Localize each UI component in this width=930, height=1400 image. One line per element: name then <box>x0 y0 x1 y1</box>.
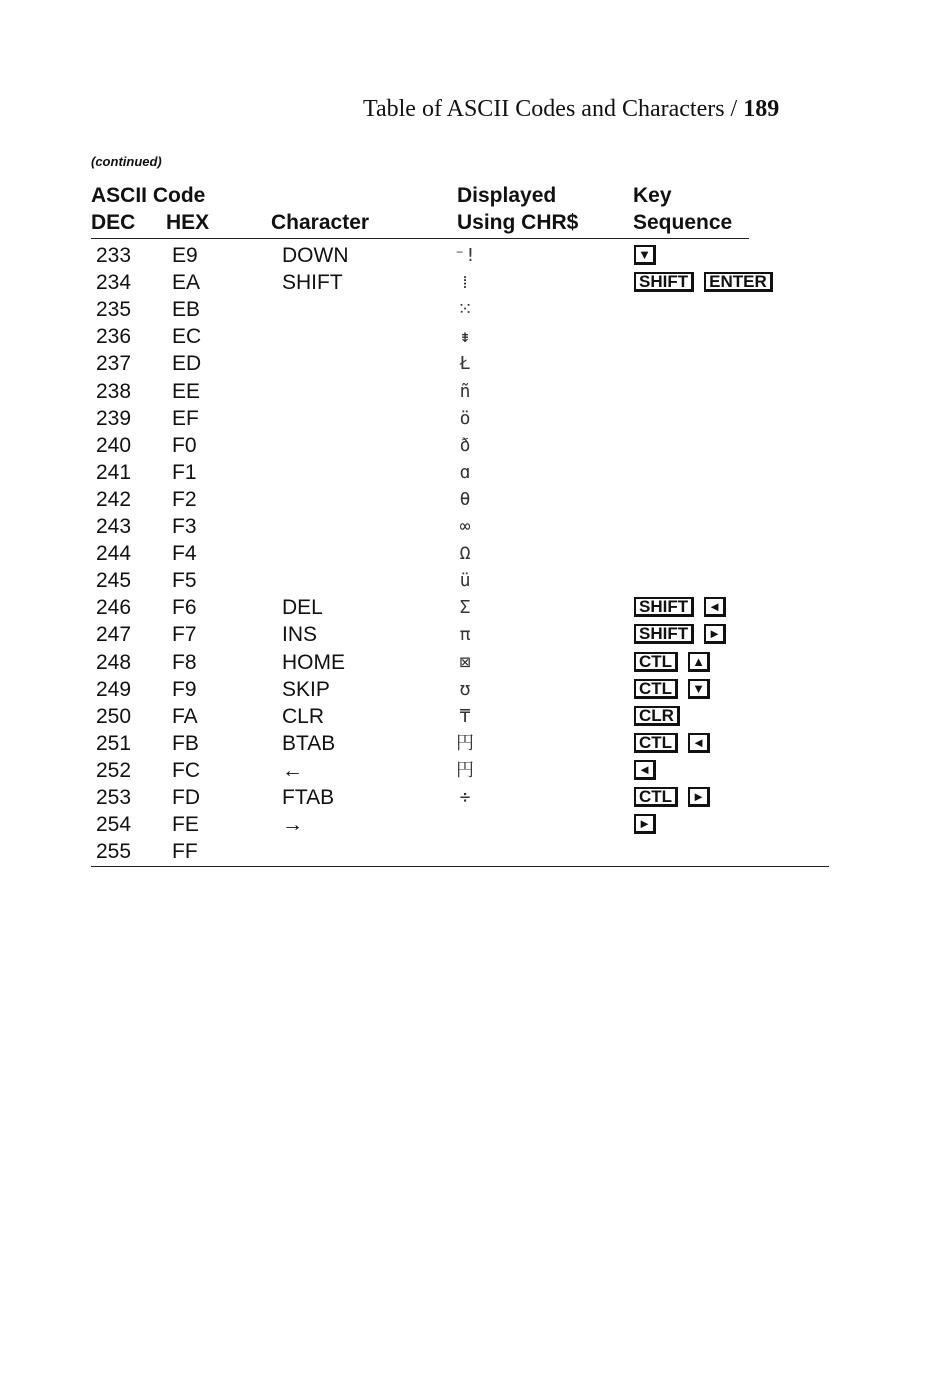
displayed-glyph: ÷ <box>459 787 471 808</box>
table-row <box>0 676 930 703</box>
displayed-glyph: ∞ <box>459 516 471 537</box>
arrow-key-icon: ▼ <box>634 245 656 265</box>
displayed-glyph: ₸ <box>459 705 471 727</box>
key-sequence <box>634 597 726 617</box>
table-row <box>0 621 930 648</box>
running-title: Table of ASCII Codes and Characters / <box>363 96 738 122</box>
hex-value: EB <box>172 298 201 322</box>
dec-value: 244 <box>96 542 132 566</box>
character-name: SHIFT <box>282 271 343 295</box>
displayed-glyph: θ <box>459 488 471 510</box>
arrow-key-icon: ► <box>688 787 710 807</box>
key-sequence <box>634 679 710 699</box>
hex-value: EE <box>172 379 201 403</box>
hex-value: F5 <box>172 569 197 593</box>
character-name: DEL <box>282 596 323 620</box>
character-name: SKIP <box>282 677 330 701</box>
displayed-glyph: 円 <box>456 759 474 781</box>
displayed-glyph: ð <box>459 434 471 456</box>
key-sequence <box>634 814 656 834</box>
character-name: HOME <box>282 650 345 674</box>
keycap: CTL <box>634 679 678 699</box>
hex-value: ED <box>172 352 202 376</box>
key-sequence <box>634 652 710 672</box>
dec-value: 236 <box>96 325 132 349</box>
table-row <box>0 513 930 540</box>
header-rule <box>91 238 749 239</box>
keycap: CTL <box>634 652 678 672</box>
arrow-key-icon: ◄ <box>704 597 726 617</box>
dec-value: 235 <box>96 298 132 322</box>
header-hex: HEX <box>166 211 210 234</box>
dec-value: 251 <box>96 731 132 755</box>
table-row <box>0 378 930 405</box>
table-row <box>0 296 930 323</box>
keycap: CTL <box>634 787 678 807</box>
keycap: CLR <box>634 706 680 726</box>
displayed-glyph: Σ <box>459 597 471 619</box>
keycap: SHIFT <box>634 272 694 292</box>
key-sequence <box>634 245 656 265</box>
table-row <box>0 432 930 459</box>
hex-value: F1 <box>172 460 197 484</box>
displayed-glyph: π <box>459 624 471 646</box>
dec-value: 245 <box>96 569 132 593</box>
hex-value: EF <box>172 406 199 430</box>
header-sequence: Sequence <box>633 211 733 234</box>
dec-value: 254 <box>96 813 132 837</box>
hex-value: F9 <box>172 677 197 701</box>
continued-label: (continued) <box>91 154 162 169</box>
key-sequence <box>634 624 726 644</box>
character-name: BTAB <box>282 731 336 755</box>
displayed-glyph: ⁞ <box>462 272 468 294</box>
displayed-glyph: ɑ <box>459 461 471 483</box>
displayed-glyph: ñ <box>459 380 471 402</box>
hex-value: EC <box>172 325 202 349</box>
table-row <box>0 703 930 730</box>
dec-value: 237 <box>96 352 132 376</box>
table-row <box>0 350 930 377</box>
arrow-key-icon: ◄ <box>688 733 710 753</box>
header-character: Character <box>271 211 370 234</box>
header-using-chr: Using CHR$ <box>457 211 579 234</box>
key-sequence <box>634 787 710 807</box>
hex-value: F7 <box>172 623 197 647</box>
character-name: ← <box>282 758 303 782</box>
dec-value: 249 <box>96 677 132 701</box>
hex-value: F0 <box>172 433 197 457</box>
header-dec: DEC <box>91 211 136 234</box>
character-name: INS <box>282 623 318 647</box>
hex-value: FC <box>172 758 200 782</box>
character-name: DOWN <box>282 244 349 267</box>
table-row <box>0 323 930 350</box>
dec-value: 243 <box>96 515 132 538</box>
dec-value: 241 <box>96 460 132 484</box>
hex-value: FE <box>172 813 199 837</box>
hex-value: EA <box>172 271 201 295</box>
arrow-key-icon: ► <box>704 624 726 644</box>
table-row <box>0 242 930 269</box>
dec-value: 250 <box>96 704 132 728</box>
running-head <box>363 96 833 123</box>
displayed-glyph: Ł <box>459 353 471 375</box>
hex-value: E9 <box>172 244 198 267</box>
displayed-glyph: ⇟ <box>459 326 471 348</box>
character-name: FTAB <box>282 786 335 809</box>
character-name: → <box>282 813 303 837</box>
keycap: ENTER <box>704 272 773 292</box>
table-row <box>0 649 930 676</box>
hex-value: F8 <box>172 650 197 674</box>
dec-value: 255 <box>96 840 132 864</box>
dec-value: 233 <box>96 244 132 267</box>
table-bottom-rule <box>91 866 829 867</box>
displayed-glyph: ⁙ <box>457 299 473 321</box>
dec-value: 239 <box>96 406 132 430</box>
table-row <box>0 811 930 838</box>
hex-value: FF <box>172 840 198 864</box>
displayed-glyph: ʊ <box>459 678 471 700</box>
table-row <box>0 838 930 865</box>
header-displayed: Displayed <box>457 184 557 207</box>
displayed-glyph: Ω <box>459 543 471 565</box>
key-sequence <box>634 272 773 292</box>
table-row <box>0 567 930 594</box>
dec-value: 246 <box>96 596 132 620</box>
hex-value: FA <box>172 704 198 728</box>
character-name: CLR <box>282 704 325 728</box>
table-row <box>0 784 930 811</box>
table-row <box>0 594 930 621</box>
table-row <box>0 757 930 784</box>
dec-value: 253 <box>96 786 132 809</box>
hex-value: FB <box>172 731 199 755</box>
arrow-key-icon: ▲ <box>688 652 710 672</box>
header-ascii-code: ASCII Code <box>91 184 206 207</box>
displayed-glyph: ö <box>459 407 471 429</box>
key-sequence <box>634 733 710 753</box>
displayed-glyph: 円 <box>456 732 474 754</box>
dec-value: 248 <box>96 650 132 674</box>
page-number: 189 <box>743 96 780 122</box>
hex-value: F3 <box>172 515 197 538</box>
key-sequence <box>634 706 680 726</box>
keycap: CTL <box>634 733 678 753</box>
dec-value: 242 <box>96 487 132 511</box>
key-sequence <box>634 760 656 780</box>
dec-value: 247 <box>96 623 132 647</box>
table-row <box>0 486 930 513</box>
keycap: SHIFT <box>634 597 694 617</box>
arrow-key-icon: ◄ <box>634 760 656 780</box>
header-key: Key <box>633 184 672 207</box>
arrow-key-icon: ▼ <box>688 679 710 699</box>
hex-value: F4 <box>172 542 197 566</box>
keycap: SHIFT <box>634 624 694 644</box>
arrow-key-icon: ► <box>634 814 656 834</box>
table-row <box>0 459 930 486</box>
displayed-glyph: ⁻! <box>454 245 476 266</box>
table-row <box>0 269 930 296</box>
hex-value: F6 <box>172 596 197 620</box>
dec-value: 238 <box>96 379 132 403</box>
displayed-glyph: ü <box>459 570 471 592</box>
table-row <box>0 405 930 432</box>
hex-value: FD <box>172 786 200 809</box>
dec-value: 234 <box>96 271 132 295</box>
table-row <box>0 730 930 757</box>
hex-value: F2 <box>172 487 197 511</box>
dec-value: 240 <box>96 433 132 457</box>
table-row <box>0 540 930 567</box>
displayed-glyph: ⊠ <box>459 651 471 673</box>
dec-value: 252 <box>96 758 132 782</box>
